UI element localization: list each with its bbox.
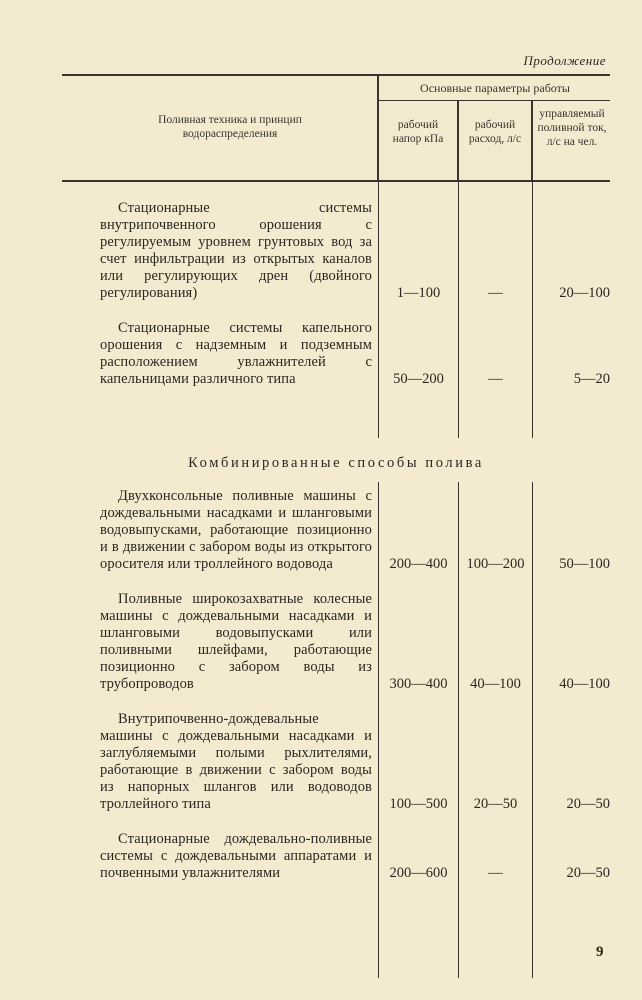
row-spacer — [62, 182, 610, 200]
page-number: 9 — [596, 944, 604, 960]
row-spacer — [62, 882, 610, 978]
table-row — [62, 591, 610, 693]
table-row — [62, 200, 610, 302]
table-row — [62, 831, 610, 882]
header-col3: управляемый поливной ток, л/с на чел. — [537, 108, 607, 148]
row-pressure: 200—600 — [378, 831, 458, 882]
column-divider — [377, 75, 379, 181]
section-title: Комбинированные способы полива — [188, 455, 484, 471]
row-stream: 20—100 — [532, 200, 610, 302]
row-pressure: 50—200 — [378, 320, 458, 388]
header-col2: рабочий расход, л/с — [468, 119, 522, 145]
table-row — [62, 711, 610, 813]
row-stream: 20—50 — [532, 711, 610, 813]
row-pressure: 200—400 — [378, 488, 458, 573]
top-block — [62, 182, 610, 438]
row-flow: — — [458, 200, 532, 302]
row-pressure: 300—400 — [378, 591, 458, 693]
column-divider — [457, 101, 459, 181]
row-stream: 50—100 — [532, 488, 610, 573]
row-text: Поливные широкозахватные колесные машины с дождевальными насадками и шланговыми водовыпусками или поливными шлейфами, работающие позиционно с забором воды из трубопроводов — [100, 591, 372, 692]
row-flow: 20—50 — [458, 711, 532, 813]
row-text: Двухконсольные поливные машины с дождевальными насадками и шланговыми водовыпусками, работающие позиционно и в движении с забором воды из открытого оросителя или троллейного водовода — [100, 488, 372, 572]
row-flow: — — [458, 831, 532, 882]
row-flow: 100—200 — [458, 488, 532, 573]
row-stream: 20—50 — [532, 831, 610, 882]
column-divider — [531, 101, 533, 181]
row-text: Стационарные дождевально-поливные системы с дождевальными аппаратами и почвенными увлажнителями — [100, 831, 372, 881]
row-stream: 5—20 — [532, 320, 610, 388]
table-row — [62, 488, 610, 573]
bottom-block — [62, 482, 610, 978]
group-header-rule — [378, 100, 610, 101]
continuation-label: Продолжение — [523, 53, 606, 68]
row-spacer — [62, 813, 610, 831]
table-top-rule — [62, 74, 610, 76]
row-flow: 40—100 — [458, 591, 532, 693]
header-col1: рабочий напор кПа — [392, 119, 444, 145]
row-text: Стационарные системы внутрипочвенного орошения с регулируемым уровнем грунтовых вод за счет инфильтрации из открытых каналов или регулирующих дрен (двойного регулирования) — [100, 200, 372, 301]
header-col0: Поливная техника и принцип водораспределения — [158, 114, 302, 140]
row-pressure: 1—100 — [378, 200, 458, 302]
row-spacer — [62, 388, 610, 438]
table-body — [62, 182, 610, 978]
table-row — [62, 320, 610, 388]
header-group: Основные параметры работы — [420, 81, 570, 95]
row-spacer — [62, 573, 610, 591]
row-spacer — [62, 302, 610, 320]
row-flow: — — [458, 320, 532, 388]
row-spacer — [62, 693, 610, 711]
row-stream: 40—100 — [532, 591, 610, 693]
row-pressure: 100—500 — [378, 711, 458, 813]
row-text: Внутрипочвенно-дождевальные машины с дождевальными насадками и заглубляемыми полыми рыхлителями, работающие в движении с забором воды из напорных шлангов или водоводов троллейного типа — [100, 711, 372, 812]
row-text: Стационарные системы капельного орошения с надземным и подземным расположением увлажнителей с капельницами различного типа — [100, 320, 372, 387]
